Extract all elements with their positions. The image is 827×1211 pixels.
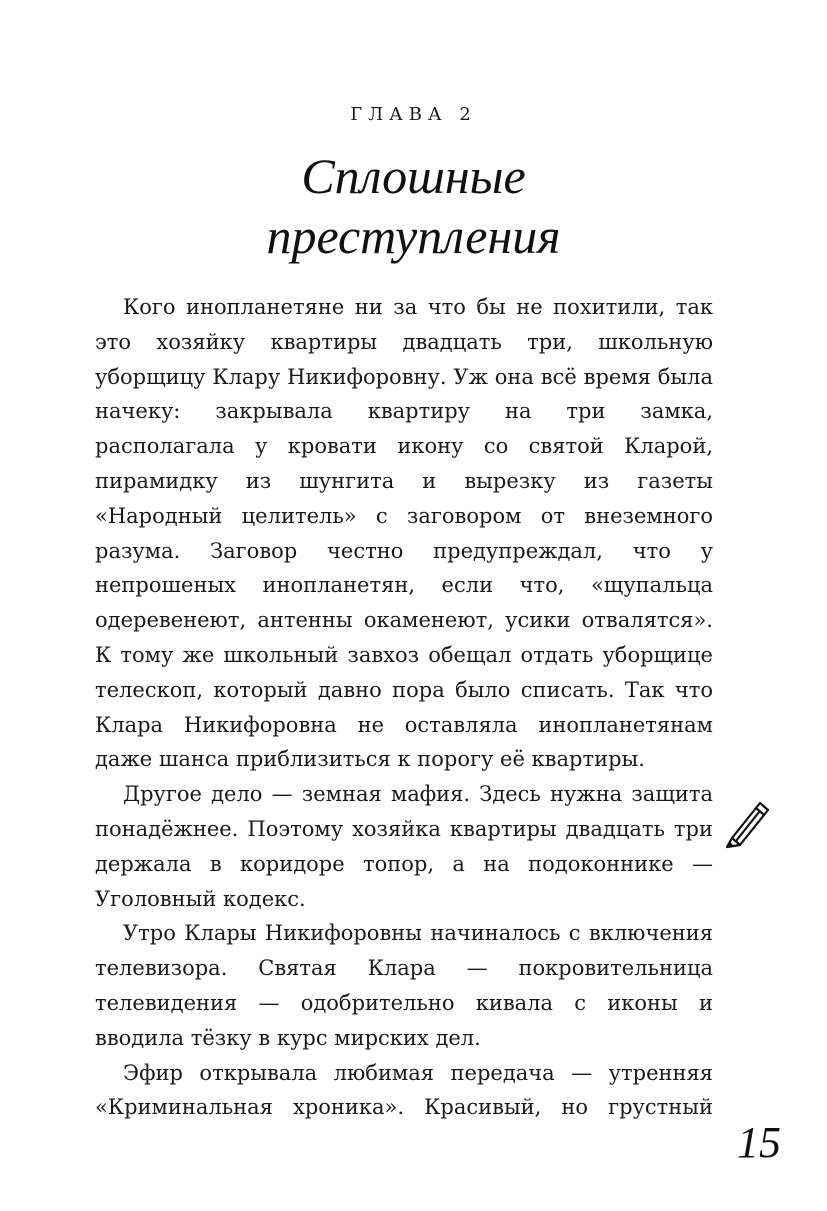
paragraph: Другое дело — земная мафия. Здесь нужна защита понадёжнее. Поэтому хозяйка квартиры двадцать три держала в коридоре топор, а на подоконнике — Уголовный кодекс. — [95, 782, 713, 911]
paragraph: Утро Клары Никифоровны начиналось с включения телевизора. Святая Клара — покровительница телевидения — одобрительно кивала с иконы и вводила тёзку в курс мирских дел. — [95, 921, 713, 1050]
body-text — [95, 290, 713, 1125]
chapter-title-line-2: преступления — [266, 208, 561, 264]
pencil-icon — [722, 798, 770, 850]
page-number: 15 — [737, 1118, 781, 1167]
paragraph: Кого инопланетяне ни за что бы не похитили, так это хозяйку квартиры двадцать три, школьную уборщицу Клару Никифоровну. Уж она всё время была начеку: закрывала квартиру на три замка, располагала у кровати икону со святой Кларой, пирамидку из шунгита и вырезку из газеты «Народный целитель» с заговором от внеземного разума. Заговор честно предупреждал, что у непрошеных инопланетян, если что, «щупальца одеревенеют, антенны окаменеют, усики отвалятся». К тому же школьный завхоз обещал отдать уборщице телескоп, который давно пора было списать. Так что Клара Никифоровна не оставляла инопланетянам даже шанса приблизиться к порогу её квартиры. — [95, 295, 713, 772]
chapter-title-line-1: Сплошные — [301, 148, 526, 204]
paragraph: Эфир открывала любимая передача — утренняя «Криминальная хроника». Красивый, но грустный — [95, 1060, 713, 1120]
chapter-label: ГЛАВА 2 — [350, 104, 477, 125]
chapter-title — [0, 146, 827, 266]
